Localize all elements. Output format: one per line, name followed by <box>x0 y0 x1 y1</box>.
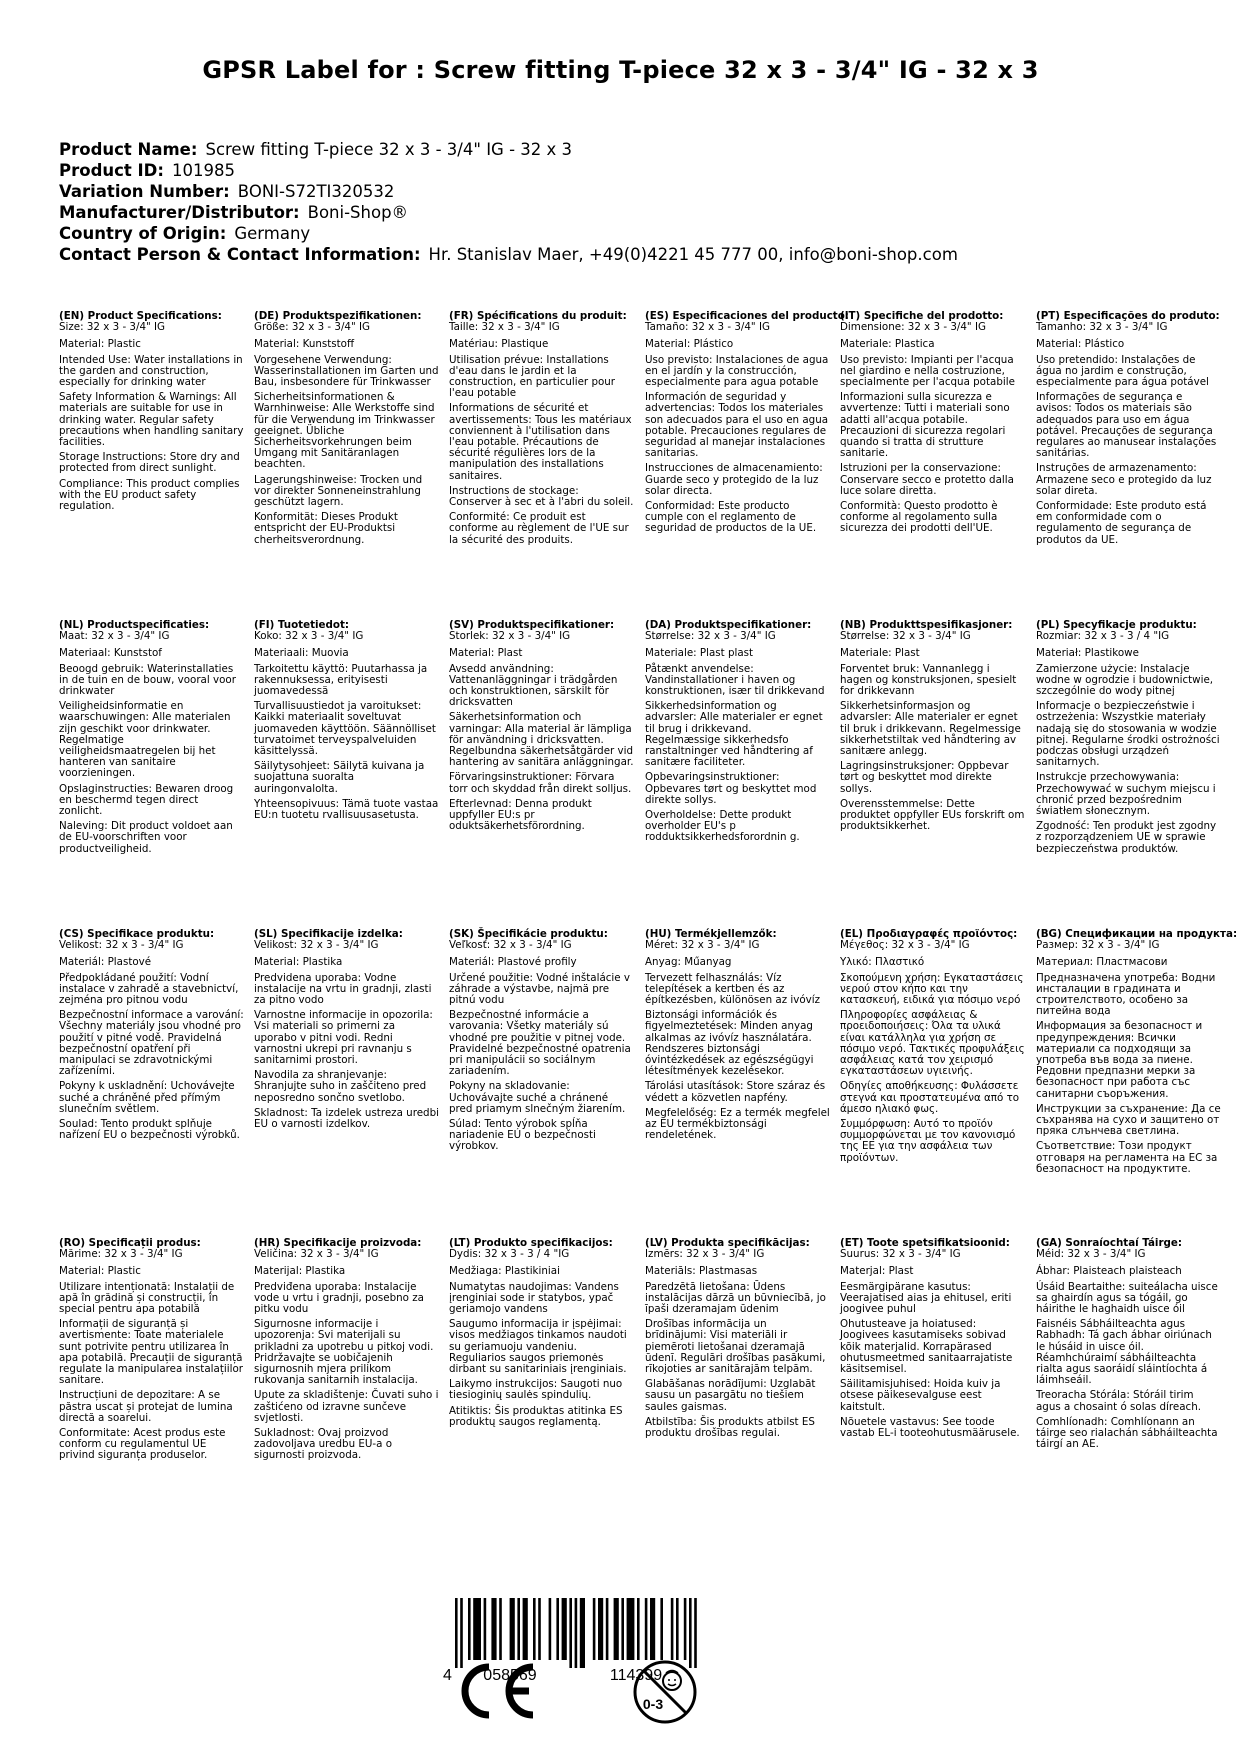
barcode-digits-left: 058569 <box>483 1667 537 1682</box>
country-label: Country of Origin: <box>59 224 227 243</box>
spec-paragraph: Conformité: Ce produit est conforme au règlement de l'UE sur la sécurité des produits. <box>449 511 629 546</box>
spec-paragraph: Varnostne informacije in opozorila: Vsi materiali so primerni za uporabo v pitni vodi. Redni varnostni ukrepi pri ravnanju s sanitarnimi prostori. <box>254 1009 433 1067</box>
spec-paragraph: Sicherheitsinformationen & Warnhinweise: Alle Werkstoffe sind für die Verwendung im Trinkwasser geeignet. Übliche Sicherheitsvorkehrungen beim Umgang mit Sanitäranlagen beachten. <box>254 391 435 471</box>
spec-paragraph: Istruzioni per la conservazione: Conservare secco e protetto dalla luce solare diretta. <box>840 462 1014 497</box>
barcode-bar <box>598 1598 603 1660</box>
barcode-bar <box>671 1598 674 1660</box>
spec-paragraph: Størrelse: 32 x 3 - 3/4" IG <box>645 630 776 643</box>
spec-paragraph: Forventet bruk: Vannanlegg i hagen og konstruksjonen, spesielt for drikkevann <box>840 662 1017 698</box>
spec-paragraph: Instrucciones de almacenamiento: Guarde seco y protegido de la luz solar directa. <box>645 462 823 497</box>
spec-paragraph: Material: Plastika <box>254 956 343 969</box>
spec-paragraph: Ohutusteave ja hoiatused: Joogivees kasutamiseks sobivad kõik materjalid. Korrapärased ohutusmeetmed sanitaarrajatiste käsitsemisel. <box>840 1318 1013 1376</box>
spec-paragraph: Tarkoitettu käyttö: Puutarhassa ja rakennuksessa, erityisesti juomavedessä <box>254 662 428 698</box>
spec-paragraph: Matériau: Plastique <box>449 338 549 351</box>
barcode-bar <box>614 1598 619 1660</box>
spec-paragraph: Säilitamisjuhised: Hoida kuiv ja otsese päikesevalguse eest kaitstult. <box>840 1378 1001 1413</box>
spec-heading: (LT) Produkto specifikacijos: <box>449 1237 613 1249</box>
ce-mark-icon <box>455 1662 537 1720</box>
spec-paragraph: Dydis: 32 x 3 - 3 / 4 "IG <box>449 1248 570 1261</box>
spec-section-bg <box>1036 928 1238 1179</box>
spec-section-el <box>840 929 1025 1168</box>
spec-paragraph: Nõuetele vastavus: See toode vastab EL-i tooteohutusmäärusele. <box>840 1415 1020 1440</box>
spec-section-et <box>840 1238 1025 1443</box>
spec-paragraph: Informations de sécurité et avertissements: Tous les matériaux conviennent à l'utilisation dans l'eau potable. Précautions de sécurité régulières lors de la manipulation des installations sanitaires. <box>449 402 632 482</box>
spec-heading: (DA) Produktspecifikationer: <box>645 619 812 631</box>
spec-section-fr <box>449 311 634 550</box>
spec-paragraph: Utilizare intenționată: Instalații de apă în grădină și construcții, în special pentru apa potabilă <box>59 1280 235 1316</box>
product-name-row <box>59 139 958 160</box>
spec-paragraph: Σκοπούμενη χρήση: Εγκαταστάσεις νερού στον κήπο και την κατασκευή, ειδικά για πόσιμο νερό <box>840 971 1024 1007</box>
barcode-bar <box>621 1598 624 1660</box>
spec-heading: (PL) Specyfikacje produktu: <box>1036 619 1197 631</box>
spec-paragraph: Glabāšanas norādījumi: Uzglabāt sausu un pasargātu no tiešiem saules gaismas. <box>645 1378 816 1413</box>
spec-paragraph: Predviđena uporaba: Instalacije vode u vrtu i gradnji, posebno za pitku vodu <box>254 1280 424 1316</box>
spec-paragraph: Informações de segurança e avisos: Todos os materiais são adequados para uso em água potável. Precauções de segurança regulares ao manusear instalações sanitárias. <box>1036 391 1217 460</box>
spec-paragraph: Medžiaga: Plastikiniai <box>449 1265 560 1278</box>
spec-paragraph: Instrucțiuni de depozitare: A se păstra uscat și protejat de lumina directă a soarelui. <box>59 1389 233 1424</box>
country-row <box>59 223 958 244</box>
spec-paragraph: Overholdelse: Dette produkt overholder EU's p rodduktsikkerhedsforordnin g. <box>645 809 800 844</box>
spec-paragraph: Material: Plastic <box>59 1265 141 1278</box>
spec-paragraph: Tamanho: 32 x 3 - 3/4" IG <box>1036 321 1168 334</box>
spec-paragraph: Vorgesehene Verwendung: Wasserinstallationen im Garten und Bau, insbesondere für Trinkwasser <box>254 353 439 389</box>
spec-paragraph: Συμμόρφωση: Αυτό το προϊόν συμμορφώνεται με τον κανονισμό της ΕΕ για την ασφάλεια των προϊόντων. <box>840 1118 1016 1164</box>
spec-paragraph: Säkerhetsinformation och varningar: Alla material är lämpliga för användning i dricksvatten. Regelbundna säkerhetsåtgärder vid hantering av sanitära anläggningar. <box>449 711 634 769</box>
spec-paragraph: Taille: 32 x 3 - 3/4" IG <box>449 321 560 334</box>
spec-paragraph: Izmērs: 32 x 3 - 3/4" IG <box>645 1248 765 1261</box>
spec-paragraph: Ábhar: Plaisteach plaisteach <box>1036 1265 1182 1278</box>
barcode-bar <box>689 1598 692 1668</box>
spec-heading: (LV) Produkta specifikācijas: <box>645 1237 810 1249</box>
spec-paragraph: Material: Plástico <box>1036 338 1125 351</box>
spec-paragraph: Veličina: 32 x 3 - 3/4" IG <box>254 1248 379 1261</box>
spec-paragraph: Größe: 32 x 3 - 3/4" IG <box>254 321 371 334</box>
spec-heading: (BG) Спецификации на продукта: <box>1036 928 1238 940</box>
spec-section-ga <box>1036 1238 1221 1454</box>
variation-number-row <box>59 181 958 202</box>
spec-paragraph: Conformità: Questo prodotto è conforme al regolamento sulla sicurezza dei prodotti dell'UE. <box>840 500 998 535</box>
spec-paragraph: Sikkerhetsinformasjon og advarsler: Alle materialer er egnet til bruk i drikkevann. Regelmessige sikkerhetstiltak ved håndtering av sanitære anlegg. <box>840 700 1021 758</box>
spec-paragraph: Méret: 32 x 3 - 3/4" IG <box>645 939 760 952</box>
spec-heading: (ET) Toote spetsifikatsioonid: <box>840 1237 1010 1249</box>
spec-paragraph: Materiāls: Plastmasas <box>645 1265 758 1278</box>
manufacturer-row <box>59 202 958 223</box>
spec-paragraph: Compliance: This product complies with the EU product safety regulation. <box>59 477 240 513</box>
product-name-label: Product Name: <box>59 140 198 159</box>
spec-paragraph: Veľkosť: 32 x 3 - 3/4" IG <box>449 939 572 952</box>
spec-paragraph: Eesmärgipärane kasutus: Veerajatised aias ja ehitusel, eriti joogivee puhul <box>840 1280 1012 1316</box>
spec-paragraph: Velikost: 32 x 3 - 3/4" IG <box>59 939 184 952</box>
barcode-bar <box>484 1598 487 1660</box>
spec-paragraph: Инструкции за съхранение: Да се съхранява на сухо и защитено от пряка слънчева светлина. <box>1036 1102 1221 1138</box>
barcode-bar <box>468 1598 471 1660</box>
spec-paragraph: Съответствие: Този продукт отговаря на регламента на ЕС за безопасност на продуктите. <box>1036 1140 1218 1175</box>
spec-paragraph: Lagringsinstruksjoner: Oppbevar tørt og beskyttet mod direkte sollys. <box>840 760 1009 795</box>
barcode-digits-right: 114399 <box>609 1667 663 1682</box>
spec-paragraph: Materiaali: Muovia <box>254 647 349 660</box>
spec-paragraph: Saugumo informacija ir įspėjimai: visos medžiagos tinkamos naudoti su geriamuoju vandeniu. Reguliarios saugos priemonės dirbant su sanitariniais įrenginiais. <box>449 1318 627 1376</box>
spec-heading: (ES) Especificaciones del producto: <box>645 310 849 322</box>
spec-section-fi <box>254 620 439 825</box>
spec-paragraph: Opslaginstructies: Bewaren droog en beschermd tegen direct zonlicht. <box>59 782 234 818</box>
spec-paragraph: Conformidade: Este produto está em conformidade com o regulamento de segurança de produtos da UE. <box>1036 500 1207 546</box>
spec-section-de <box>254 311 439 550</box>
spec-paragraph: Paredzētā lietošana: Ūdens instalācijas dārzā un būvniecībā, jo īpaši dzeramajam ūdenim <box>645 1280 826 1316</box>
spec-paragraph: Uso previsto: Instalaciones de agua en el jardín y la construcción, especialmente para agua potable <box>645 353 829 389</box>
spec-paragraph: Turvallisuustiedot ja varoitukset: Kaikki materiaalit soveltuvat juomaveden käyttöön. Säännölliset turvatoimet terveyspalveluiden käsittelyssä. <box>254 700 436 758</box>
label-title: GPSR Label for : Screw fitting T-piece 32 x 3 - 3/4" IG - 32 x 3 <box>202 56 1039 84</box>
spec-paragraph: Πληροφορίες ασφάλειας & προειδοποιήσεις: Όλα τα υλικά είναι κατάλληλα για χρήση σε πόσιμο νερό. Τακτικές προφυλάξεις ασφάλειας κατά τον χειρισμό εγκαταστάσεων υγιεινής. <box>840 1009 1025 1078</box>
spec-section-pl <box>1036 620 1221 859</box>
barcode-bar <box>650 1598 655 1660</box>
contact-row <box>59 244 958 265</box>
spec-paragraph: Anyag: Műanyag <box>645 956 732 969</box>
spec-paragraph: Предназначена употреба: Водни инсталации в градината и строителството, особено за питейна вода <box>1036 971 1216 1018</box>
spec-paragraph: Yhteensopivuus: Tämä tuote vastaa EU:n tuotetu rvallisuusasetusta. <box>254 797 439 822</box>
manufacturer-label: Manufacturer/Distributor: <box>59 203 300 222</box>
spec-section-lt <box>449 1238 634 1432</box>
spec-heading: (FR) Spécifications du produit: <box>449 310 627 322</box>
spec-paragraph: Informazioni sulla sicurezza e avvertenze: Tutti i materiali sono adatti all'acqua potabile. Precauzioni di sicurezza regolari quando si tratta di strutture sanitarie. <box>840 391 1010 460</box>
barcode-bar <box>460 1598 463 1668</box>
spec-paragraph: Opbevaringsinstruktioner: Opbevares tørt og beskyttet mod direkte sollys. <box>645 771 817 806</box>
spec-paragraph: Koko: 32 x 3 - 3/4" IG <box>254 630 364 643</box>
spec-paragraph: Skladnost: Ta izdelek ustreza uredbi EU o varnosti izdelkov. <box>254 1106 439 1131</box>
spec-paragraph: Материал: Пластмасови <box>1036 956 1168 969</box>
manufacturer-value: Boni-Shop® <box>307 203 409 222</box>
barcode-bar <box>569 1598 572 1668</box>
spec-paragraph: Naleving: Dit product voldoet aan de EU-voorschriften voor productveiligheid. <box>59 820 233 855</box>
spec-paragraph: Förvaringsinstruktioner: Förvara torr och skyddad från direkt solljus. <box>449 771 632 795</box>
age-label: 0-3 <box>642 1696 664 1712</box>
spec-paragraph: Atbilstība: Šis produkts atbilst ES produktu drošības regulai. <box>645 1415 815 1440</box>
spec-section-hu <box>645 929 830 1145</box>
spec-paragraph: Размер: 32 x 3 - 3/4" IG <box>1036 939 1160 952</box>
spec-paragraph: Zamierzone użycie: Instalacje wodne w ogrodzie i budownictwie, szczególnie do wody pitnej <box>1036 662 1214 698</box>
spec-paragraph: Materiale: Plastica <box>840 338 935 351</box>
spec-paragraph: Avsedd användning: Vattenanläggningar i trädgården och konstruktionen, särskilt för dricksvatten <box>449 662 618 709</box>
spec-heading: (GA) Sonraíochtaí Táirge: <box>1036 1237 1183 1249</box>
spec-section-nl <box>59 620 244 859</box>
spec-paragraph: Laikymo instrukcijos: Saugoti nuo tiesioginių saulės spindulių. <box>449 1378 623 1402</box>
spec-heading: (EL) Προδιαγραφές προϊόντος: <box>840 928 1018 940</box>
barcode-bar <box>499 1598 502 1660</box>
spec-section-nb <box>840 620 1025 836</box>
barcode-bar <box>580 1598 585 1668</box>
spec-heading: (HU) Termékjellemzők: <box>645 928 777 940</box>
barcode-bar <box>562 1598 567 1660</box>
contact-value: Hr. Stanislav Maer, +49(0)4221 45 777 00, info@boni-shop.com <box>428 245 958 264</box>
barcode-bar <box>523 1598 528 1660</box>
spec-paragraph: Størrelse: 32 x 3 - 3/4" IG <box>840 630 971 643</box>
spec-paragraph: Uso pretendido: Instalações de água no jardim e construção, especialmente para água potável <box>1036 353 1209 389</box>
barcode-bar <box>473 1598 481 1660</box>
spec-paragraph: Soulad: Tento produkt splňuje nařízení EU o bezpečnosti výrobků. <box>59 1118 240 1142</box>
product-id-label: Product ID: <box>59 161 164 180</box>
spec-heading: (NL) Productspecificaties: <box>59 619 210 631</box>
spec-paragraph: Predvidena uporaba: Vodne instalacije na vrtu in gradnji, zlasti za pitno vodo <box>254 971 432 1007</box>
spec-section-cs <box>59 929 244 1145</box>
barcode-bar <box>538 1598 541 1660</box>
spec-section-lv <box>645 1238 830 1443</box>
spec-paragraph: Materijal: Plastika <box>254 1265 346 1278</box>
spec-paragraph: Megfelelőség: Ez a termék megfelel az EU termékbiztonsági rendeletének. <box>645 1106 830 1142</box>
spec-heading: (SK) Špecifikácie produktu: <box>449 928 608 940</box>
spec-paragraph: Numatytas naudojimas: Vandens įrenginiai sode ir statybos, ypač geriamojo vandens <box>449 1280 619 1316</box>
barcode-bar <box>660 1598 663 1660</box>
spec-paragraph: Size: 32 x 3 - 3/4" IG <box>59 321 166 334</box>
barcode-bar <box>549 1598 552 1660</box>
spec-section-da <box>645 620 830 848</box>
spec-paragraph: Úsáid Beartaithe: suiteálacha uisce sa ghairdín agus sa tógáil, go háirithe le haghaidh uisce óil <box>1036 1280 1218 1316</box>
barcode-bar <box>455 1598 458 1668</box>
barcode-bar <box>606 1598 609 1660</box>
barcode-bar <box>694 1598 697 1668</box>
spec-paragraph: Instructions de stockage: Conserver à sec et à l'abri du soleil. <box>449 484 634 509</box>
spec-paragraph: Instruções de armazenamento: Armazene seco e protegido da luz solar direta. <box>1036 462 1212 497</box>
spec-heading: (EN) Product Specifications: <box>59 310 222 322</box>
spec-section-ro <box>59 1238 244 1466</box>
country-value: Germany <box>234 224 311 243</box>
spec-paragraph: Maat: 32 x 3 - 3/4" IG <box>59 630 170 643</box>
not-for-children-0-3-icon <box>632 1659 698 1725</box>
spec-paragraph: Οδηγίες αποθήκευσης: Φυλάσσετε στεγνά και προστατευμένα από το άμεσο ηλιακό φως. <box>840 1080 1020 1115</box>
spec-paragraph: Méid: 32 x 3 - 3/4" IG <box>1036 1248 1146 1261</box>
spec-paragraph: Material: Plast <box>449 647 523 660</box>
spec-paragraph: Suurus: 32 x 3 - 3/4" IG <box>840 1248 961 1261</box>
spec-heading: (CS) Specifikace produktu: <box>59 928 215 940</box>
spec-paragraph: Tervezett felhasználás: Víz telepítések a kertben és az építkezésben, különösen az ivóvíz <box>645 971 821 1007</box>
spec-paragraph: Påtænkt anvendelse: Vandinstallationer i haven og konstruktionen, især til drikkevand <box>645 662 825 698</box>
spec-paragraph: Materiale: Plast <box>840 647 920 660</box>
variation-number-label: Variation Number: <box>59 182 230 201</box>
spec-paragraph: Materiál: Plastové profily <box>449 956 577 969</box>
spec-section-es <box>645 310 849 539</box>
spec-paragraph: Mărime: 32 x 3 - 3/4" IG <box>59 1248 183 1261</box>
spec-paragraph: Treoracha Stórála: Stóráil tirim agus a chosaint ó solas díreach. <box>1036 1389 1202 1413</box>
barcode-bar <box>510 1598 515 1660</box>
spec-section-pt <box>1036 311 1221 550</box>
spec-paragraph: Информация за безопасност и предупреждения: Всички материали са подходящи за употреба във вода за пиене. Редовни предпазни мерки за безопасност при работа със санитарни съоръжения. <box>1036 1020 1203 1100</box>
spec-section-sl <box>254 929 439 1134</box>
spec-paragraph: Tárolási utasítások: Store száraz és védett a közvetlen napfény. <box>645 1080 826 1104</box>
spec-paragraph: Lagerungshinweise: Trocken und vor direkter Sonneneinstrahlung geschützt lagern. <box>254 473 423 509</box>
barcode-bar <box>684 1598 687 1660</box>
spec-heading: (IT) Specifiche del prodotto: <box>840 310 1004 322</box>
spec-paragraph: Velikost: 32 x 3 - 3/4" IG <box>254 939 379 952</box>
product-id-value: 101985 <box>171 161 235 180</box>
spec-paragraph: Materjal: Plast <box>840 1265 914 1278</box>
spec-paragraph: Comhlíonadh: Comhlíonann an táirge seo rialachán sábháilteachta táirgí an AE. <box>1036 1415 1218 1451</box>
spec-paragraph: Upute za skladištenje: Čuvati suho i zaštićeno od izravne sunčeve svjetlosti. <box>254 1389 439 1424</box>
spec-paragraph: Atitiktis: Šis produktas atitinka ES produktų saugos reglamentą. <box>449 1404 623 1428</box>
spec-paragraph: Materiale: Plast plast <box>645 647 754 660</box>
spec-paragraph: Beoogd gebruik: Waterinstallaties in de tuin en de bouw, vooral voor drinkwater <box>59 662 236 698</box>
spec-paragraph: Určené použitie: Vodné inštalácie v záhrade a výstavbe, najmä pre pitnú vodu <box>449 971 630 1007</box>
spec-paragraph: Materiál: Plastové <box>59 956 152 969</box>
spec-paragraph: Materiał: Plastikowe <box>1036 647 1139 660</box>
spec-paragraph: Informații de siguranță și avertismente: Toate materialele sunt potrivite pentru utilizarea în apa potabilă. Precauții de siguranță regulate la manipularea instalațiilor sanitare. <box>59 1318 243 1387</box>
barcode-bar <box>491 1598 496 1660</box>
spec-paragraph: Pokyny na skladovanie: Uchovávajte suché a chránené pred priamym slnečným žiarením. <box>449 1080 626 1115</box>
spec-paragraph: Navodila za shranjevanje: Shranjujte suho in zaščiteno pred neposredno sončno svetlobo. <box>254 1069 427 1104</box>
spec-paragraph: Konformität: Dieses Produkt entspricht der EU-Produktsi cherheitsverordnung. <box>254 511 398 546</box>
spec-paragraph: Pokyny k uskladnění: Uchovávejte suché a chráněné před přímým slunečním světlem. <box>59 1080 235 1115</box>
product-name-value: Screw fitting T-piece 32 x 3 - 3/4" IG - 32 x 3 <box>205 140 573 159</box>
spec-paragraph: Material: Kunststoff <box>254 338 355 351</box>
barcode-bar <box>645 1598 648 1660</box>
barcode-digit-first: 4 <box>443 1667 452 1682</box>
spec-section-it <box>840 311 1025 539</box>
spec-paragraph: Materiaal: Kunststof <box>59 647 162 660</box>
spec-paragraph: Uso previsto: Impianti per l'acqua nel giardino e nella costruzione, specialmente per l'acqua potabile <box>840 353 1015 389</box>
barcode-bar <box>627 1598 635 1660</box>
spec-heading: (DE) Produktspezifikationen: <box>254 310 422 322</box>
spec-paragraph: Storage Instructions: Store dry and protected from direct sunlight. <box>59 451 240 475</box>
barcode-bar <box>575 1598 578 1668</box>
spec-heading: (HR) Specifikacije proizvoda: <box>254 1237 422 1249</box>
barcode-bar <box>517 1598 520 1660</box>
spec-heading: (SV) Produktspecifikationer: <box>449 619 615 631</box>
spec-paragraph: Rozmiar: 32 x 3 - 3 / 4 "IG <box>1036 630 1170 643</box>
spec-heading: (FI) Tuotetiedot: <box>254 619 349 631</box>
product-info <box>59 139 958 265</box>
spec-paragraph: Tamaño: 32 x 3 - 3/4" IG <box>645 321 770 334</box>
barcode-bar <box>533 1598 536 1660</box>
spec-paragraph: Zgodność: Ten produkt jest zgodny z rozporządzeniem UE w sprawie bezpieczeństwa produktów. <box>1036 820 1217 855</box>
spec-paragraph: Sikkerhedsinformation og advarsler: Alle materialer er egnet til brug i drikkevand. Regelmæssige sikkerhedsfo ranstaltninger ved håndtering af sanitære faciliteter. <box>645 700 823 769</box>
spec-heading: (SL) Specifikacije izdelka: <box>254 928 403 940</box>
variation-number-value: BONI-S72TI320532 <box>237 182 395 201</box>
barcode-bar <box>593 1598 596 1660</box>
spec-paragraph: Informacje o bezpieczeństwie i ostrzeżenia: Wszystkie materiały nadają się do stosowania w wodzie pitnej. Regularne środki ostrożności podczas obsługi urządzeń sanitarnych. <box>1036 700 1220 769</box>
spec-paragraph: Bezpečnostní informace a varování: Všechny materiály jsou vhodné pro použití v pitné vodě. Pravidelná bezpečnostní opatření při manipulaci se zdravotnickými zařízeními. <box>59 1009 244 1078</box>
spec-section-hr <box>254 1238 439 1466</box>
spec-paragraph: Material: Plástico <box>645 338 734 351</box>
spec-section-en <box>59 311 244 516</box>
spec-paragraph: Předpokládané použití: Vodní instalace v zahradě a stavebnictví, zejména pro pitnou vodu <box>59 971 239 1007</box>
spec-paragraph: Biztonsági információk és figyelmeztetések: Minden anyag alkalmas az ivóvíz használatára. Rendszeres biztonsági óvintézkedések az egészségügyi létesítmények kezelésekor. <box>645 1009 814 1078</box>
spec-heading: (NB) Produkttspesifikasjoner: <box>840 619 1013 631</box>
spec-paragraph: Información de seguridad y advertencias: Todos los materiales son adecuados para el uso en agua potable. Precauciones regulares de seguridad al manejar instalaciones sanitarias. <box>645 391 829 460</box>
spec-paragraph: Drošības informācija un brīdinājumi: Visi materiāli ir piemēroti lietošanai dzeramajā ūdenī. Regulāri drošības pasākumi, rīkojoties ar sanitārajām telpām. <box>645 1318 826 1376</box>
barcode-bar <box>637 1598 640 1660</box>
spec-paragraph: Faisnéis Sábháilteachta agus Rabhadh: Tá gach ábhar oiriúnach le húsáid in uisce óil. Réamhchúraimí sábháilteachta rialta agus saoráidí sláintíochta á láimhseáil. <box>1036 1318 1212 1387</box>
spec-section-sk <box>449 929 634 1157</box>
spec-heading: (PT) Especificações do produto: <box>1036 310 1220 322</box>
spec-paragraph: Utilisation prévue: Installations d'eau dans le jardin et la construction, en particulier pour l'eau potable <box>449 353 616 400</box>
contact-label: Contact Person & Contact Information: <box>59 245 421 264</box>
spec-paragraph: Conformidad: Este producto cumple con el reglamento de seguridad de productos de la UE. <box>645 500 817 535</box>
spec-paragraph: Instrukcje przechowywania: Przechowywać w suchym miejscu i chronić przed bezpośrednim światłem słonecznym. <box>1036 771 1216 818</box>
spec-paragraph: Overensstemmelse: Dette produktet oppfyller EUs forskrift om produktsikkerhet. <box>840 797 1025 833</box>
spec-paragraph: Material: Plastic <box>59 338 141 351</box>
spec-paragraph: Sukladnost: Ovaj proizvod zadovoljava uredbu EU-a o sigurnosti proizvoda. <box>254 1427 393 1462</box>
spec-paragraph: Súlad: Tento výrobok spĺňa nariadenie EÚ o bezpečnosti výrobkov. <box>449 1118 596 1153</box>
product-id-row <box>59 160 958 181</box>
spec-paragraph: Intended Use: Water installations in the garden and construction, especially for drinking water <box>59 353 243 389</box>
spec-paragraph: Sigurnosne informacije i upozorenja: Svi materijali su prikladni za upotrebu u pitkoj vodi. Pridržavajte se uobičajenih sigurnosnih mjera prilikom rukovanja sanitarnih instalacija. <box>254 1318 434 1387</box>
spec-paragraph: Dimensione: 32 x 3 - 3/4" IG <box>840 321 986 334</box>
spec-heading: (RO) Specificații produs: <box>59 1237 201 1249</box>
spec-paragraph: Bezpečnostné informácie a varovania: Všetky materiály sú vhodné pre použitie v pitnej vode. Pravidelné bezpečnostné opatrenia pri manipulácii so sociálnym zariadením. <box>449 1009 631 1078</box>
spec-paragraph: Υλικό: Πλαστικό <box>840 956 925 969</box>
spec-section-sv <box>449 620 634 836</box>
spec-paragraph: Conformitate: Acest produs este conform cu regulamentul UE privind siguranța produselor. <box>59 1427 226 1462</box>
spec-paragraph: Säilytysohjeet: Säilytä kuivana ja suojattuna suoralta auringonvalolta. <box>254 760 425 795</box>
barcode-bar <box>676 1598 679 1660</box>
spec-paragraph: Μέγεθος: 32 x 3 - 3/4" IG <box>840 939 970 952</box>
barcode-bar <box>556 1598 559 1660</box>
spec-paragraph: Storlek: 32 x 3 - 3/4" IG <box>449 630 571 643</box>
spec-paragraph: Safety Information & Warnings: All materials are suitable for use in drinking water. Regular safety precautions when handling sanitary facilities. <box>59 391 244 449</box>
spec-paragraph: Veiligheidsinformatie en waarschuwingen: Alle materialen zijn geschikt voor drinkwater. Regelmatige veiligheidsmaatregelen bij het hanteren van sanitaire voorzieningen. <box>59 700 231 780</box>
spec-paragraph: Efterlevnad: Denna produkt uppfyller EU:s pr oduktsäkerhetsförordning. <box>449 797 592 833</box>
